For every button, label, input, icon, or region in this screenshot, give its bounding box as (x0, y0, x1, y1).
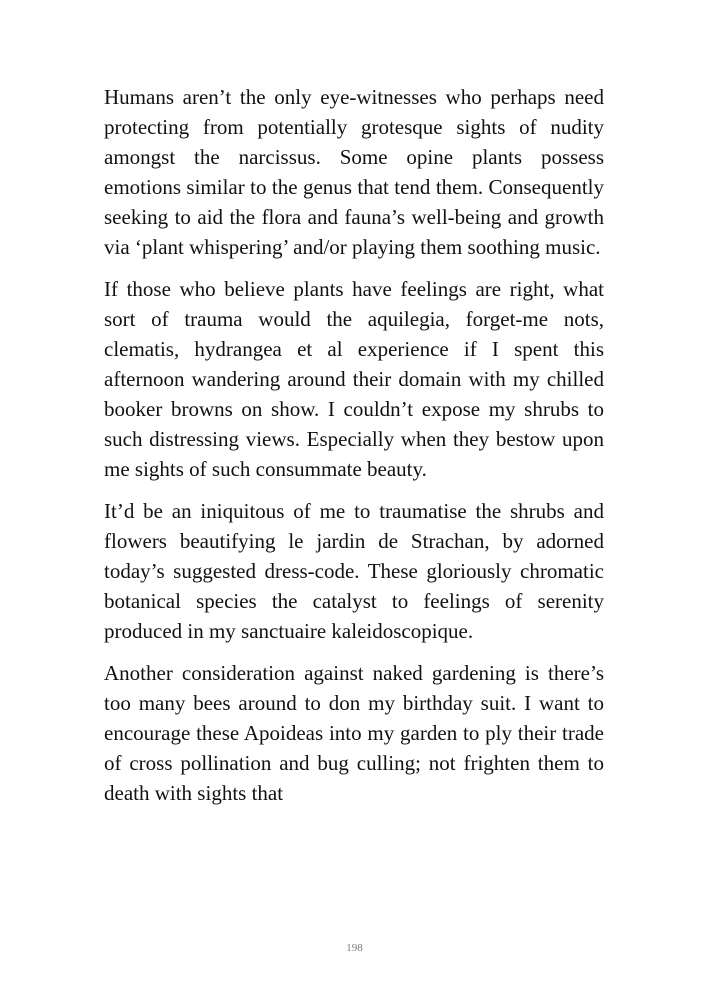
page-number: 198 (346, 942, 363, 954)
paragraph-1: Humans aren’t the only eye-witnesses who perhaps need protecting from potentially grotesque sights of nudity amongst the narcissus. Some opine plants possess emotions similar to the genus that tend them. Consequently seeking to aid the flora and fauna’s well-being and growth via ‘plant whispering’ and/or playing them soothing music. (104, 85, 604, 259)
paragraph-2: If those who believe plants have feelings are right, what sort of trauma would the aquilegia, forget-me nots, clematis, hydrangea et al experience if I spent this afternoon wandering around their domain with my chilled booker browns on show. I couldn’t expose my shrubs to such distressing views. Especially when they bestow upon me sights of such consummate beauty. (104, 277, 604, 481)
paragraph-4: Another consideration against naked gardening is there’s too many bees around to don my birthday suit. I want to encourage these Apoideas into my garden to ply their trade of cross pollination and bug culling; not frighten them to death with sights that (104, 661, 604, 805)
paragraph-3: It’d be an iniquitous of me to traumatise the shrubs and flowers beautifying le jardin de Strachan, by adorned today’s suggested dress-code. These gloriously chromatic botanical species the catalyst to feelings of serenity produced in my sanctuaire kaleidoscopique. (104, 499, 604, 643)
body-text (104, 82, 604, 820)
